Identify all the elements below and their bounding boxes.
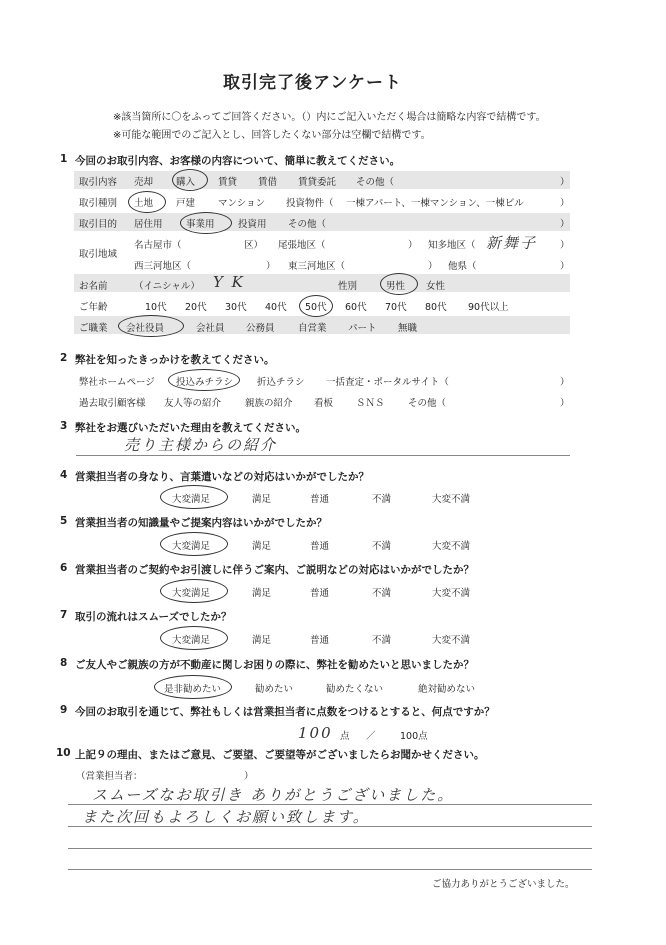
q10-text: 上記９の理由、またはご意見、ご要望、ご要望等がございましたらお聞かせください。: [75, 749, 485, 761]
q8-selection-circle: [154, 675, 232, 699]
q5-selection-circle: [160, 532, 228, 556]
nishimikawa-close: ）: [266, 261, 276, 272]
note-2: ※可能な範囲でのご記入とし、回答したくない部分は空欄で結構です。: [113, 130, 431, 141]
q10-number: 10: [56, 747, 71, 759]
nagoya-ku-close: 区）: [244, 240, 264, 251]
q6-selection-circle: [160, 579, 228, 603]
option-50dai[interactable]: 50代: [305, 302, 327, 313]
option-70dai[interactable]: 70代: [385, 302, 407, 313]
option-kaisha-yakuin[interactable]: 会社役員: [126, 323, 165, 334]
staff-close: ）: [244, 771, 254, 782]
q7-option-daifuman[interactable]: 大変不満: [432, 635, 471, 646]
label-onamae: お名前: [79, 281, 108, 292]
comment-line: [68, 804, 592, 805]
chita-close: ）: [560, 240, 570, 251]
option-jieigyou[interactable]: 自営業: [298, 323, 327, 334]
q8-option-zehi[interactable]: 是非勧めたい: [164, 684, 222, 695]
option-nagoya[interactable]: 名古屋市（: [134, 240, 182, 251]
option-40dai[interactable]: 40代: [265, 302, 287, 313]
option-yujin-shoukai[interactable]: 友人等の紹介: [164, 398, 222, 409]
selection-circle-jigyou: [180, 212, 232, 234]
q2-sonota-close: ）: [560, 398, 570, 409]
option-nishimikawa[interactable]: 西三河地区（: [134, 261, 192, 272]
q8-option-susumetai[interactable]: 勧めたい: [255, 684, 294, 695]
q4-option-daifuman[interactable]: 大変不満: [432, 494, 471, 505]
q4-selection-circle: [160, 485, 228, 509]
label-nenrei: ご年齢: [79, 302, 108, 313]
q6-option-manzoku[interactable]: 満足: [252, 588, 272, 599]
option-owari[interactable]: 尾張地区（: [278, 240, 326, 251]
taken-close: ）: [560, 261, 570, 272]
q6-option-daimanzoku[interactable]: 大変満足: [172, 588, 211, 599]
q3-number: 3: [60, 420, 68, 432]
q4-option-manzoku[interactable]: 満足: [252, 494, 272, 505]
q7-option-fuman[interactable]: 不満: [372, 635, 392, 646]
portal-close: ）: [560, 377, 570, 388]
q2-number: 2: [60, 352, 68, 364]
selection-circle-dansei: [380, 273, 418, 295]
q2-text: 弊社を知ったきっかけを教えてください。: [75, 354, 275, 366]
q8-number: 8: [60, 657, 68, 669]
selection-circle-kounyu: [172, 169, 208, 191]
comment-line: [68, 826, 592, 827]
q4-option-daimanzoku[interactable]: 大変満足: [172, 494, 211, 505]
label-torihiki-naiyou: 取引内容: [79, 177, 118, 188]
owari-close: ）: [408, 240, 418, 251]
selection-circle-tochi: [128, 191, 166, 213]
option-sonota-close: ）: [560, 177, 570, 188]
handwritten-chita-area: 新舞子: [486, 234, 538, 252]
option-koumuin[interactable]: 公務員: [246, 323, 275, 334]
handwritten-q3-answer: 売り主様からの紹介: [124, 436, 278, 454]
selection-circle-nagekomi: [168, 369, 240, 391]
comment-line: [68, 848, 592, 849]
option-kanban[interactable]: 看板: [314, 398, 334, 409]
q5-option-daimanzoku[interactable]: 大変満足: [172, 541, 211, 552]
option-shinzoku-shoukai[interactable]: 親族の紹介: [245, 398, 293, 409]
option-sonota-open[interactable]: その他（: [356, 177, 395, 188]
note-1: ※該当箇所に〇をふってご回答ください。（）内にご記入いただく場合は簡略な内容で結構です。: [113, 112, 546, 123]
q5-option-daifuman[interactable]: 大変不満: [432, 541, 471, 552]
q8-option-zettai[interactable]: 絶対勧めない: [418, 684, 476, 695]
q6-option-fuman[interactable]: 不満: [372, 588, 392, 599]
q7-text: 取引の流れはスムーズでしたか？: [75, 611, 232, 623]
option-chinshaku[interactable]: 賃借: [258, 177, 278, 188]
option-dansei[interactable]: 男性: [386, 281, 406, 292]
handwritten-initial: Y K: [213, 273, 245, 291]
label-torihiki-shubetsu: 取引種別: [79, 198, 118, 209]
option-part[interactable]: パート: [348, 323, 377, 334]
score-max: 100点: [400, 731, 428, 742]
option-sns[interactable]: ＳＮＳ: [356, 398, 385, 409]
q6-text: 営業担当者のご契約やお引渡しに伴うご案内、ご説明などの対応はいかがでしたか？: [75, 564, 474, 576]
option-baikyaku[interactable]: 売却: [134, 177, 154, 188]
q7-selection-circle: [160, 626, 228, 650]
option-chintai-itaku[interactable]: 賃貸委託: [298, 177, 337, 188]
q7-number: 7: [60, 609, 68, 621]
q4-number: 4: [60, 469, 68, 481]
q7-option-futsuu[interactable]: 普通: [310, 635, 330, 646]
mokuteki-close: ）: [560, 219, 570, 230]
q9-number: 9: [60, 704, 68, 716]
option-kaishain[interactable]: 会社員: [196, 323, 225, 334]
selection-circle-kaisha-yakuin: [118, 315, 184, 337]
q3-text: 弊社をお選びいただいた理由を教えてください。: [75, 422, 306, 434]
q8-text: ご友人やご親族の方が不動産に関しお困りの際に、弊社を勧めたいと思いましたか？: [75, 659, 474, 671]
option-mokuteki-sonota[interactable]: その他（: [288, 219, 327, 230]
option-tochi[interactable]: 土地: [134, 198, 154, 209]
option-taken[interactable]: 他県（: [448, 261, 477, 272]
option-10dai[interactable]: 10代: [145, 302, 167, 313]
q3-answer-line: [76, 455, 570, 456]
label-initial: （イニシャル）: [134, 281, 200, 292]
option-nagekomi[interactable]: 投込みチラシ: [176, 377, 234, 388]
selection-circle-50dai: [299, 295, 333, 317]
q4-option-futsuu[interactable]: 普通: [310, 494, 330, 505]
higashimikawa-close: ）: [428, 261, 438, 272]
q6-option-daifuman[interactable]: 大変不満: [432, 588, 471, 599]
q5-option-manzoku[interactable]: 満足: [252, 541, 272, 552]
label-shokugyo: ご職業: [79, 323, 108, 334]
score-slash: ／: [366, 731, 376, 742]
page-title: 取引完了後アンケート: [223, 73, 402, 93]
label-torihiki-chiiki: 取引地域: [79, 249, 118, 260]
option-kyojuu[interactable]: 居住用: [134, 219, 163, 230]
option-kodate[interactable]: 戸建: [176, 198, 196, 209]
q6-option-futsuu[interactable]: 普通: [310, 588, 330, 599]
q7-option-daimanzoku[interactable]: 大変満足: [172, 635, 211, 646]
option-chita[interactable]: 知多地区（: [428, 240, 476, 251]
footer-thanks: ご協力ありがとうございました。: [432, 879, 575, 890]
staff-label: （営業担当者：: [76, 771, 143, 782]
option-90dai[interactable]: 90代以上: [468, 302, 509, 313]
option-q2-sonota[interactable]: その他（: [408, 398, 447, 409]
option-20dai[interactable]: 20代: [185, 302, 207, 313]
q9-text: 今回のお取引を通じて、弊社もしくは営業担当者に点数をつけるとすると、何点ですか？: [75, 706, 495, 718]
shubetsu-close: ）: [560, 198, 570, 209]
q8-option-susumetakunai[interactable]: 勧めたくない: [326, 684, 384, 695]
option-higashimikawa[interactable]: 東三河地区（: [288, 261, 346, 272]
q5-option-futsuu[interactable]: 普通: [310, 541, 330, 552]
q5-text: 営業担当者の知識量やご提案内容はいかがでしたか？: [75, 517, 327, 529]
score-unit: 点: [340, 731, 350, 742]
option-portal[interactable]: 一括査定・ポータルサイト（: [326, 377, 449, 388]
handwritten-comment-line1: スムーズなお取引き ありがとうございました。: [92, 786, 455, 804]
label-torihiki-mokuteki: 取引目的: [79, 219, 118, 230]
option-josei[interactable]: 女性: [426, 281, 446, 292]
label-seibetsu: 性別: [338, 281, 358, 292]
handwritten-comment-line2: また次回もよろしくお願い致します。: [82, 808, 370, 826]
q1-number: 1: [60, 153, 68, 165]
option-jigyou[interactable]: 事業用: [186, 219, 215, 230]
option-mushoku[interactable]: 無職: [398, 323, 418, 334]
q1-text: 今回のお取引内容、お客様の内容について、簡単に教えてください。: [75, 155, 401, 167]
option-30dai[interactable]: 30代: [225, 302, 247, 313]
option-homepage[interactable]: 弊社ホームページ: [79, 377, 155, 388]
q5-number: 5: [60, 515, 68, 527]
q5-option-fuman[interactable]: 不満: [372, 541, 392, 552]
option-orikomi[interactable]: 折込チラシ: [257, 377, 305, 388]
q4-text: 営業担当者の身なり、言葉遣いなどの対応はいかがでしたか？: [75, 471, 369, 483]
option-kako-torihiki[interactable]: 過去取引顧客様: [79, 398, 146, 409]
option-80dai[interactable]: 80代: [425, 302, 447, 313]
option-chintai[interactable]: 賃貸: [218, 177, 238, 188]
q7-option-manzoku[interactable]: 満足: [252, 635, 272, 646]
option-mansion[interactable]: マンション: [218, 198, 266, 209]
option-60dai[interactable]: 60代: [345, 302, 367, 313]
option-kounyu[interactable]: 購入: [176, 177, 196, 188]
q6-number: 6: [60, 562, 68, 574]
option-toushi[interactable]: 投資用: [238, 219, 267, 230]
comment-line: [68, 869, 592, 870]
option-toushi-bukken[interactable]: 投資物件（: [286, 198, 334, 209]
handwritten-score: 100: [298, 724, 333, 742]
q4-option-fuman[interactable]: 不満: [372, 494, 392, 505]
option-ittou[interactable]: 一棟アパート、一棟マンション、一棟ビル: [346, 198, 524, 209]
